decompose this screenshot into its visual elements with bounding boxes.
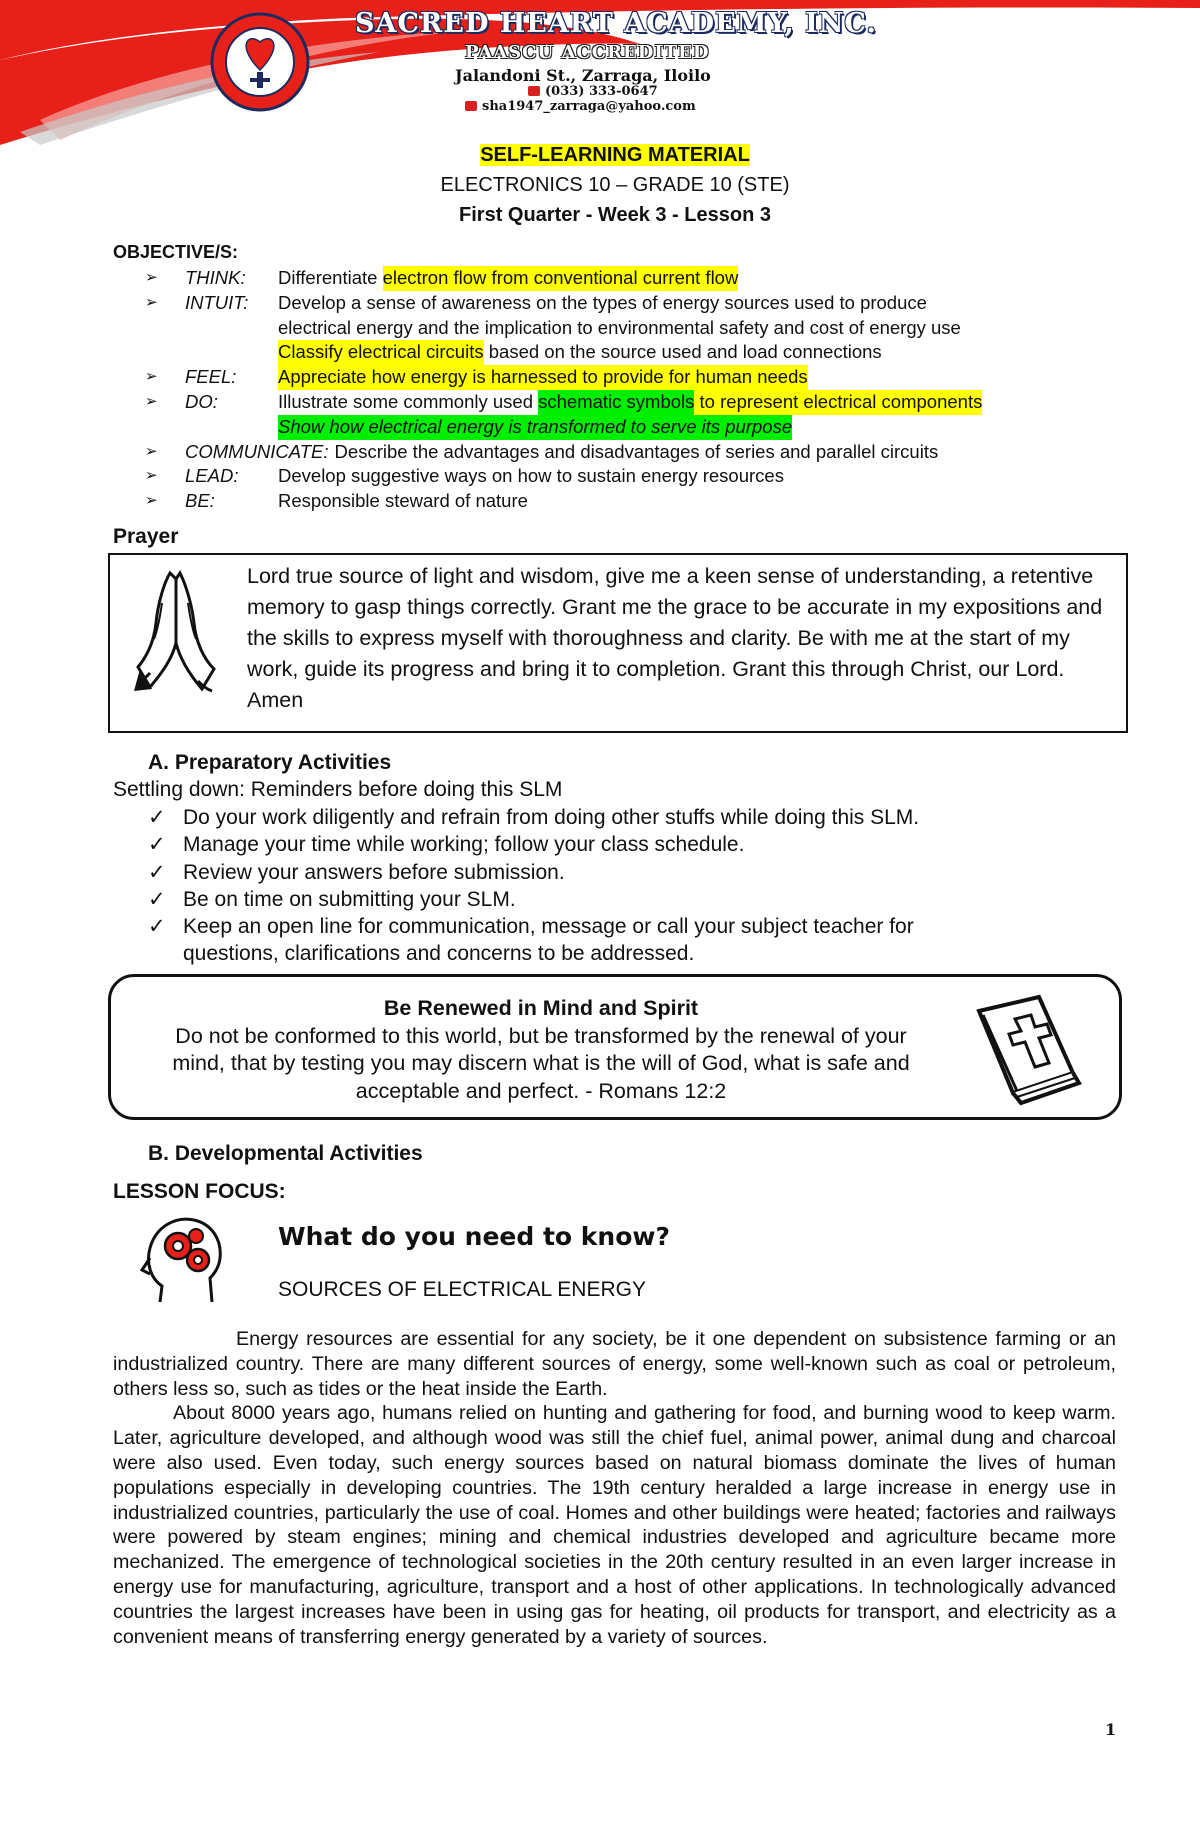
- letterhead: [0, 0, 1200, 150]
- scripture-title: Be Renewed in Mind and Spirit: [383, 996, 699, 1020]
- school-phone: [528, 84, 658, 99]
- arrow-bullet-icon: ➢: [145, 293, 158, 311]
- scripture-box: [108, 974, 1122, 1120]
- list-item: [148, 831, 919, 858]
- scripture-content: [111, 995, 971, 1105]
- checkmark-icon: ✓: [148, 887, 166, 911]
- arrow-bullet-icon: ➢: [145, 492, 158, 510]
- objective-text: electrical energy and the implication to environmental safety and cost of energy use: [278, 316, 961, 338]
- objective-text: Differentiate: [278, 267, 383, 288]
- objective-label: COMMUNICATE:: [185, 440, 329, 462]
- prayer-heading: Prayer: [113, 525, 179, 548]
- objective-intuit-cont: [145, 316, 982, 341]
- objective-think: [145, 266, 982, 291]
- objective-text: Responsible steward of nature: [278, 490, 528, 512]
- school-email: [465, 99, 696, 114]
- page-number: 1: [1105, 1720, 1117, 1739]
- objective-intuit: [145, 291, 982, 316]
- objective-label: DO:: [185, 390, 218, 412]
- reminder-text: Keep an open line for communication, message or call your subject teacher for: [183, 915, 914, 939]
- objective-highlight-green: schematic symbols: [538, 390, 694, 415]
- section-question: What do you need to know?: [278, 1222, 670, 1251]
- list-item: [148, 804, 919, 831]
- objective-label: THINK:: [185, 267, 246, 288]
- objectives-list: [145, 266, 982, 514]
- objective-text: Illustrate some commonly used: [278, 390, 539, 412]
- list-item-cont: [148, 940, 919, 967]
- phone-icon: [528, 86, 540, 96]
- checkmark-icon: ✓: [148, 860, 166, 884]
- objective-text: Describe the advantages and disadvantages of series and parallel circuits: [334, 440, 939, 462]
- reminder-text: Review your answers before submission.: [183, 860, 565, 884]
- objective-be: [145, 489, 982, 514]
- checkmark-icon: ✓: [148, 915, 166, 939]
- list-item: [148, 886, 919, 913]
- objective-label: BE:: [185, 490, 215, 512]
- arrow-bullet-icon: ➢: [145, 467, 158, 485]
- scripture-line: acceptable and perfect. - Romans 12:2: [355, 1078, 727, 1103]
- list-item: [148, 859, 919, 886]
- reminder-list: [148, 804, 919, 968]
- school-name: SACRED HEART ACADEMY, INC.: [355, 8, 877, 39]
- prayer-box: [108, 553, 1128, 733]
- objective-highlight: electron flow from conventional current flow: [383, 266, 739, 291]
- email-address: sha1947_zarraga@yahoo.com: [482, 99, 696, 114]
- reminder-text: Be on time on submitting your SLM.: [183, 887, 516, 911]
- objective-highlight-green: Show how electrical energy is transformed to serve its purpose: [278, 415, 792, 440]
- developmental-heading: B. Developmental Activities: [148, 1142, 423, 1165]
- objective-label: FEEL:: [185, 366, 237, 388]
- subject-title: ELECTRONICS 10 – GRADE 10 (STE): [440, 174, 790, 196]
- bible-icon: [969, 989, 1089, 1109]
- school-address: Jalandoni St., Zarraga, Iloilo: [455, 66, 711, 85]
- reminder-text: questions, clarifications and concerns to be addressed.: [183, 942, 695, 966]
- objective-intuit-cont2: [145, 340, 982, 365]
- phone-number: (033) 333-0647: [545, 84, 658, 99]
- objective-label: INTUIT:: [185, 291, 249, 313]
- objective-lead: [145, 464, 982, 489]
- objective-text: based on the source used and load connections: [483, 341, 882, 363]
- objective-label: LEAD:: [185, 465, 239, 487]
- paragraph: Energy resources are essential for any society, be it one dependent on subsistence farming or an industrialized country. There are many different sources of energy, some well-known such as coal or petroleum, others less so, such as tides or the heat inside the Earth.: [113, 1328, 1116, 1400]
- objective-text: Develop suggestive ways on how to sustain energy resources: [278, 465, 784, 487]
- checkmark-icon: ✓: [148, 833, 166, 857]
- preparatory-intro: Settling down: Reminders before doing this SLM: [113, 778, 563, 801]
- prayer-text: Lord true source of light and wisdom, give me a keen sense of understanding, a retentive memory to gasp things correctly. Grant me the grace to be accurate in my expositions and the skills to express myself with thoroughness and clarity. Be with me at the start of my work, guide its progress and bring it to completion. Grant this through Christ, our Lord. Amen: [247, 564, 1103, 712]
- document-type-title: SELF-LEARNING MATERIAL: [480, 144, 750, 166]
- checkmark-icon: ✓: [148, 806, 166, 829]
- objective-do: [145, 390, 982, 415]
- email-icon: [465, 101, 477, 111]
- arrow-bullet-icon: ➢: [145, 392, 158, 410]
- objective-feel: [145, 365, 982, 390]
- objective-highlight: Appreciate how energy is harnessed to provide for human needs: [278, 365, 808, 390]
- scripture-line: Do not be conformed to this world, but be transformed by the renewal of your: [175, 1023, 907, 1048]
- praying-hands-icon: [130, 563, 220, 693]
- arrow-bullet-icon: ➢: [145, 368, 158, 386]
- objective-highlight: to represent electrical components: [694, 390, 982, 415]
- school-seal-icon: [210, 12, 310, 112]
- objective-do-cont: [145, 415, 982, 440]
- lesson-title: First Quarter - Week 3 - Lesson 3: [459, 204, 771, 226]
- title-block: [0, 140, 1200, 230]
- list-item: [148, 913, 919, 940]
- head-gears-icon: [140, 1212, 225, 1310]
- accreditation: PAASCU ACCREDITED: [465, 42, 710, 63]
- arrow-bullet-icon: ➢: [145, 442, 158, 460]
- objective-text: Develop a sense of awareness on the types of energy sources used to produce: [278, 291, 927, 313]
- objectives-heading: OBJECTIVE/S:: [113, 242, 239, 262]
- paragraph: About 8000 years ago, humans relied on hunting and gathering for food, and burning wood to keep warm. Later, agriculture developed, and although wood was still the chief fuel, animal power, animal dung and charcoal were also used. Even today, such energy sources based on natural biomass dominate the lives of human populations especially in developing countries. The 19th century heralded a large increase in energy use in industrialized countries, particularly the use of coal. Homes and other buildings were heated; factories and railways were powered by steam engines; mining and chemical industries developed and agriculture became more mechanized. The emergence of technological societies in the 20th century resulted in an even larger increase in energy use for manufacturing, agriculture, transport and a host of other applications. In technologically advanced countries the largest increases have been in using gas for heating, oil products for transport, and electricity as a convenient means of transferring energy generated by a variety of sources.: [113, 1402, 1116, 1648]
- objective-highlight: Classify electrical circuits: [278, 340, 484, 365]
- lesson-focus-heading: LESSON FOCUS:: [113, 1180, 286, 1203]
- arrow-bullet-icon: ➢: [145, 269, 158, 286]
- objective-communicate: [145, 440, 982, 465]
- topic-title: SOURCES OF ELECTRICAL ENERGY: [278, 1278, 646, 1301]
- reminder-text: Manage your time while working; follow your class schedule.: [183, 833, 745, 857]
- reminder-text: Do your work diligently and refrain from doing other stuffs while doing this SLM.: [183, 806, 920, 829]
- scripture-line: mind, that by testing you may discern what is the will of God, what is safe and: [172, 1051, 910, 1075]
- lesson-body: [113, 1327, 1116, 1649]
- preparatory-heading: A. Preparatory Activities: [148, 751, 392, 774]
